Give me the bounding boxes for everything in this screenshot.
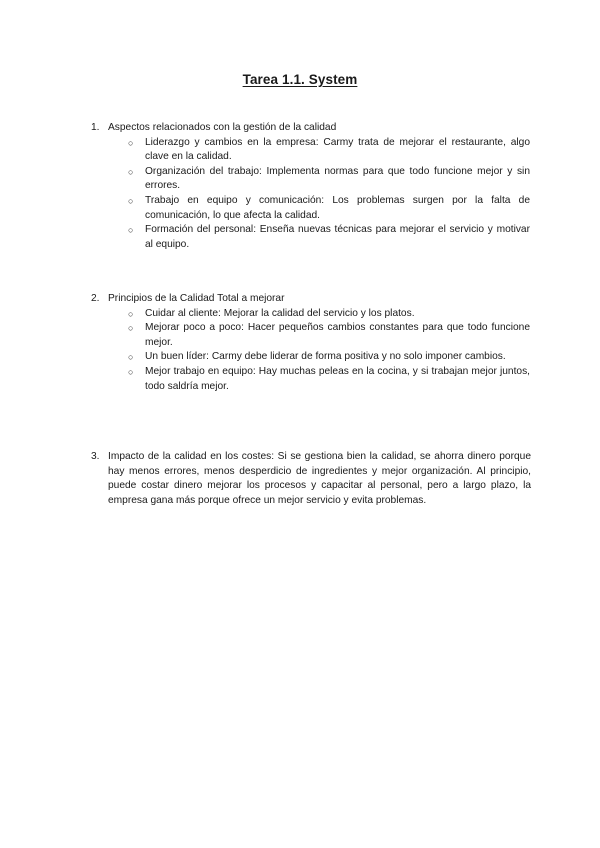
list-item-text: Trabajo en equipo y comunicación: Los problemas surgen por la falta de comunicación, lo que afecta la calidad. <box>145 194 530 221</box>
document-title: Tarea 1.1. System <box>242 72 358 87</box>
section-principios <box>91 292 531 394</box>
circle-bullet-icon: ○ <box>128 195 134 206</box>
section-paragraph-text: Impacto de la calidad en los costes: Si se gestiona bien la calidad, se ahorra dinero porque hay menos errores, menos desperdicio de ingredientes y mejor organización. Al principio, puede costar dinero mejorar los procesos y capacitar al personal, pero a largo plazo, la empresa gana más porque ofrece un mejor servicio y evita problemas. <box>108 451 531 506</box>
section-paragraph <box>91 450 531 508</box>
list-item-text: Organización del trabajo: Implementa normas para que todo funcione mejor y sin errores. <box>145 165 530 192</box>
circle-bullet-icon: ○ <box>128 137 134 148</box>
list-item-text: Cuidar al cliente: Mejorar la calidad del servicio y los platos. <box>145 307 415 319</box>
list-item <box>128 136 531 165</box>
section-impacto <box>91 450 531 508</box>
bullet-list <box>91 136 531 253</box>
section-heading-text: Principios de la Calidad Total a mejorar <box>108 293 285 304</box>
section-number: 2. <box>91 293 100 304</box>
list-item <box>128 223 531 252</box>
list-item-text: Mejor trabajo en equipo: Hay muchas peleas en la cocina, y si trabajan mejor juntos, todo saldría mejor. <box>145 365 530 392</box>
list-item <box>128 194 531 223</box>
list-item <box>128 165 531 194</box>
section-heading <box>91 121 531 136</box>
circle-bullet-icon: ○ <box>128 352 134 363</box>
bullet-list <box>91 307 531 395</box>
list-item <box>128 321 531 350</box>
section-heading <box>91 292 531 307</box>
section-heading-text: Aspectos relacionados con la gestión de la calidad <box>108 122 337 133</box>
circle-bullet-icon: ○ <box>128 366 134 377</box>
list-item-text: Mejorar poco a poco: Hacer pequeños cambios constantes para que todo funcione mejor. <box>145 322 530 348</box>
circle-bullet-icon: ○ <box>128 323 134 334</box>
list-item <box>128 350 531 365</box>
section-aspectos <box>91 121 531 252</box>
list-item <box>128 307 531 322</box>
circle-bullet-icon: ○ <box>128 225 134 236</box>
circle-bullet-icon: ○ <box>128 166 134 177</box>
circle-bullet-icon: ○ <box>128 308 134 319</box>
list-item-text: Liderazgo y cambios en la empresa: Carmy trata de mejorar el restaurante, algo clave en la calidad. <box>145 136 530 163</box>
list-item-text: Formación del personal: Enseña nuevas técnicas para mejorar el servicio y motivar al equipo. <box>145 224 530 250</box>
section-number: 3. <box>91 451 100 462</box>
list-item-text: Un buen líder: Carmy debe liderar de forma positiva y no solo imponer cambios. <box>145 351 506 363</box>
list-item <box>128 365 531 394</box>
section-number: 1. <box>91 122 100 133</box>
